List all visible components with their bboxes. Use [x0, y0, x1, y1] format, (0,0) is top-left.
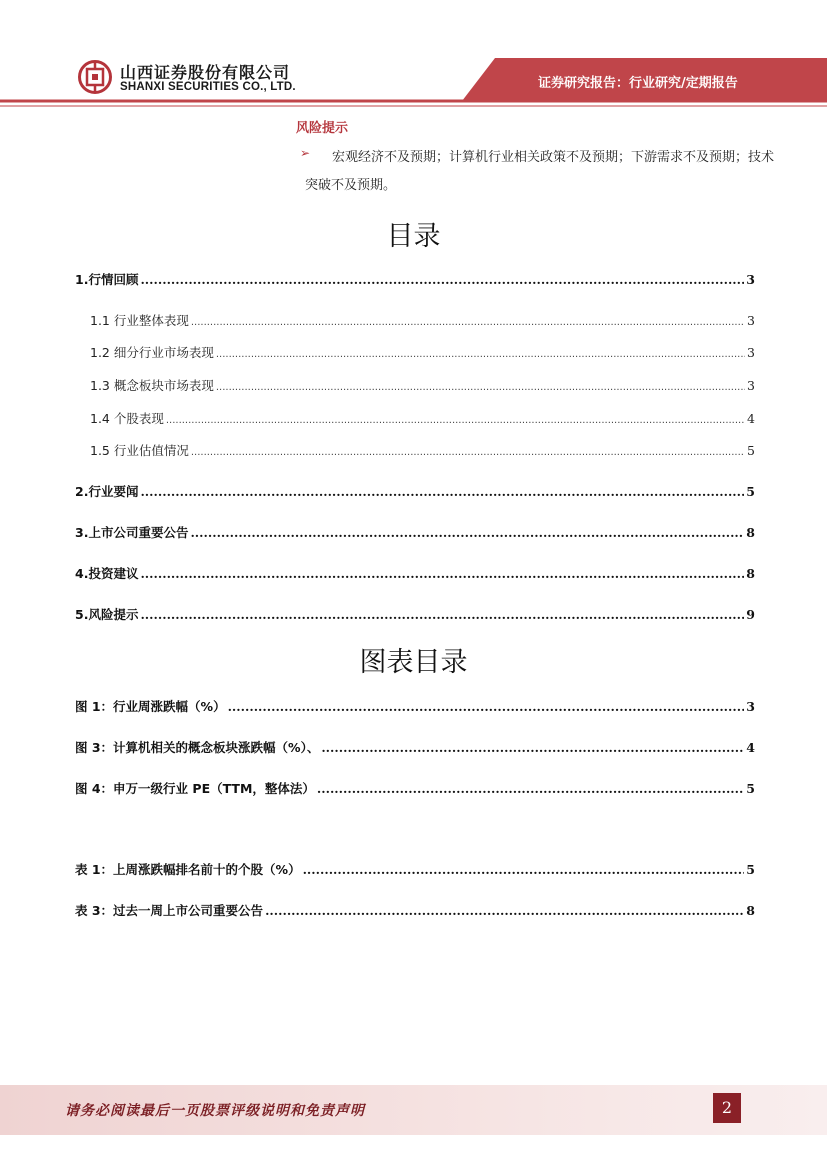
toc-heading: 目录 — [386, 221, 441, 252]
toc-item-label: 1.5 行业估值情况 — [90, 443, 189, 458]
toc-item-page: 3 — [746, 272, 755, 287]
toc-item-page: 8 — [746, 566, 755, 581]
toc-item-label: 2.行业要闻 — [75, 484, 139, 499]
figures-heading: 图表目录 — [359, 647, 468, 678]
figure-item[interactable] — [75, 697, 755, 715]
figure-item-page: 5 — [746, 862, 755, 877]
risk-title: 风险提示 — [296, 121, 349, 136]
company-name-en: SHANXI SECURITIES CO., LTD. — [120, 81, 296, 93]
company-logo-icon — [78, 60, 112, 94]
figure-item-label: 表 3：过去一周上市公司重要公告 — [75, 903, 264, 918]
figure-item[interactable] — [75, 860, 755, 878]
toc-item-page: 3 — [747, 345, 755, 360]
toc-item[interactable] — [75, 270, 755, 288]
toc-item[interactable] — [90, 441, 755, 459]
figure-item-label: 图 4：申万一级行业 PE（TTM，整体法） — [75, 781, 315, 796]
toc-item-page: 3 — [747, 378, 755, 393]
toc-item-page: 9 — [746, 607, 755, 622]
toc-item-page: 8 — [746, 525, 755, 540]
page-number: 2 — [713, 1093, 741, 1123]
toc-item[interactable] — [75, 564, 755, 582]
company-name-cn: 山西证券股份有限公司 — [120, 63, 291, 82]
toc-item[interactable] — [90, 311, 755, 329]
toc-item-page: 4 — [747, 411, 755, 426]
header-red-band — [0, 0, 827, 112]
figure-item-label: 表 1：上周涨跌幅排名前十的个股（%） — [75, 862, 301, 877]
toc-item-label: 1.行情回顾 — [75, 272, 139, 287]
figure-item[interactable] — [75, 738, 755, 756]
toc-item[interactable] — [90, 343, 755, 361]
toc-item-page: 5 — [747, 443, 755, 458]
toc-item-label: 5.风险提示 — [75, 607, 139, 622]
risk-text: 宏观经济不及预期；计算机行业相关政策不及预期；下游需求不及预期；技术突破不及预期。 — [305, 150, 775, 193]
toc-item[interactable] — [75, 482, 755, 500]
toc-item[interactable] — [90, 409, 755, 427]
figure-item-label: 图 3：计算机相关的概念板块涨跌幅（%）、 — [75, 740, 320, 755]
bullet-arrow-icon: ➢ — [300, 146, 311, 160]
report-type: 证券研究报告：行业研究/定期报告 — [538, 76, 738, 91]
toc-item-label: 1.4 个股表现 — [90, 411, 164, 426]
figure-item[interactable] — [75, 779, 755, 797]
toc-item-label: 3.上市公司重要公告 — [75, 525, 189, 540]
toc-item[interactable] — [75, 605, 755, 623]
figure-item-page: 5 — [746, 781, 755, 796]
toc-item-label: 4.投资建议 — [75, 566, 139, 581]
figure-item-label: 图 1：行业周涨跌幅（%） — [75, 699, 226, 714]
toc-item[interactable] — [75, 523, 755, 541]
figure-item-page: 8 — [746, 903, 755, 918]
footer-disclaimer: 请务必阅读最后一页股票评级说明和免责声明 — [65, 1103, 365, 1119]
toc-item-page: 5 — [746, 484, 755, 499]
toc-item-page: 3 — [747, 313, 755, 328]
toc-item-label: 1.1 行业整体表现 — [90, 313, 189, 328]
figure-item[interactable] — [75, 901, 755, 919]
figure-item-page: 3 — [746, 699, 755, 714]
page-header — [0, 0, 827, 112]
toc-item-label: 1.3 概念板块市场表现 — [90, 378, 214, 393]
toc-item-label: 1.2 细分行业市场表现 — [90, 345, 214, 360]
figure-item-page: 4 — [746, 740, 755, 755]
toc-item[interactable] — [90, 376, 755, 394]
